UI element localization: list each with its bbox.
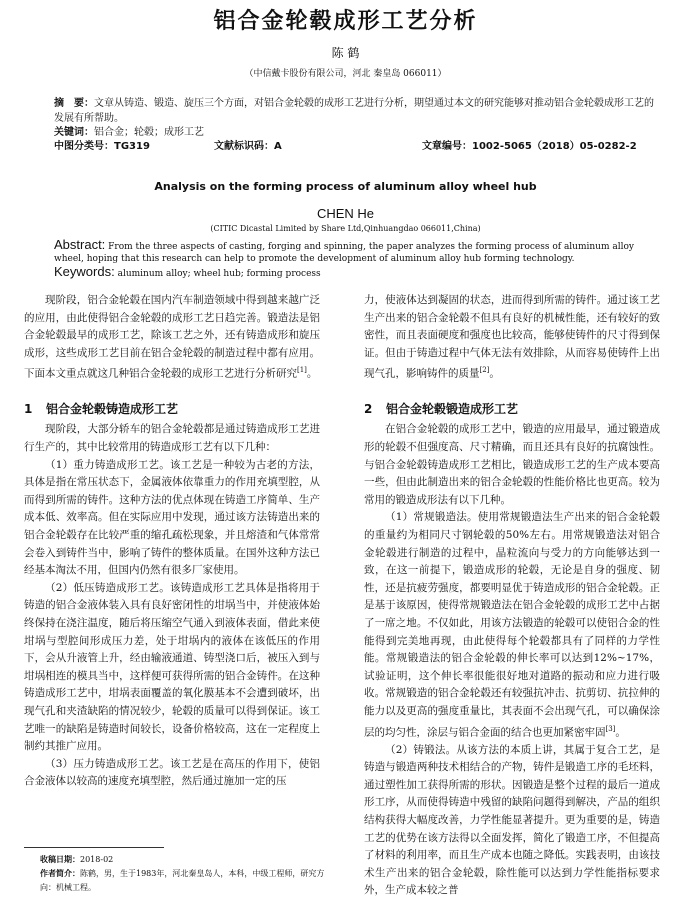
- section-2-paragraph: （2）铸锻法。从该方法的本质上讲，其属于复合工艺，是铸造与锻造两种技术相结合的产物，铸件是锻造工序的毛坯料，通过塑性加工获得所需的形状。因锻造是整个过程的最后一道成形工序，从而使得铸造中残留的缺陷问题得到解决，产品的组织结构获得大幅度改善，力学性能显著提升。更为重要的是，铸造工艺的优势在该方法得以全面发挥，简化了锻造工序，不但提高了材料的利用率，而且生产成本也随之降低。实践表明，由该技术生产出来的铝合金轮毂，除性能可以达到力学性能指标要求外，生产成本较之普: [364, 743, 660, 897]
- keywords-cn-label: 关键词：: [54, 127, 94, 138]
- citation-ref: [3]: [605, 724, 616, 733]
- section-1-paragraph: （1）重力铸造成形工艺。该工艺是一种较为古老的方法，具体是指在常压状态下，金属液体依靠重力的作用充填型腔，从而得到所需的铸件。这种方法的优点体现在铸造工序简单、生产成本低、效率高。但在实际应用中发现，通过该方法铸造出来的铝合金轮毂存在比较严重的缩孔疏松现象，并且熔渣和气体常常会卷入到铸件当中，影响了铸件的整体质量。在国外这种方法已经基本淘汰不用，但国内仍然有很多厂家使用。: [24, 458, 320, 577]
- footnote-rule: [24, 847, 164, 848]
- abstract-cn-label: 摘 要：: [54, 98, 94, 109]
- english-keywords-label: Keywords:: [54, 264, 115, 279]
- section-2-paragraph: 在铝合金轮毂的成形工艺中，锻造的应用最早，通过锻造成形的轮毂不但强度高、尺寸精确，而且还具有良好的抗腐蚀性。与铝合金轮毂铸造成形工艺相比，锻造成形工艺的生产成本要高一些，但由此制造出来的铝合金轮毂的性能价格比也更高。较为常用的锻造成形法有以下几种。: [364, 423, 660, 506]
- clc-number: 中图分类号：TG319: [54, 141, 150, 152]
- citation-ref: [1]: [297, 366, 307, 375]
- received-date: 收稿日期：2018-02: [40, 855, 114, 864]
- section-1-paragraph: 现阶段，大部分轿车的铝合金轮毂都是通过铸造成形工艺进行生产的，其中比较常用的铸造成形工艺有以下几种：: [24, 423, 320, 454]
- english-keywords-text: aluminum alloy; wheel hub; forming process: [117, 269, 321, 279]
- classification-line: [54, 140, 654, 154]
- right-column: [364, 292, 660, 900]
- english-abstract: [54, 239, 654, 265]
- paper-title: 铝合金轮毂成形工艺分析: [213, 9, 478, 34]
- english-keywords: [54, 265, 321, 281]
- document-code: 文献标识码：A: [214, 141, 282, 152]
- article-number: 文章编号：1002-5065（2018）05-0282-2: [422, 141, 637, 152]
- keywords-cn-text: 铝合金；轮毂；成形工艺: [94, 127, 204, 138]
- footnote: [40, 853, 330, 895]
- citation-ref: [2]: [479, 366, 490, 375]
- author-affiliation: （中信戴卡股份有限公司，河北 秦皇岛 066011）: [244, 69, 447, 79]
- section-2-heading: 2 铝合金轮毂锻造成形工艺: [364, 402, 519, 417]
- section-1-heading: 1 铝合金轮毂铸造成形工艺: [24, 402, 179, 417]
- keywords-cn: [54, 126, 204, 140]
- english-affiliation: (CITIC Dicastal Limited by Share Ltd,Qinhuangdao 066011,China): [210, 224, 481, 233]
- section-1-paragraph: （2）低压铸造成形工艺。该铸造成形工艺具体是指将用于铸造的铝合金液体装入具有良好密闭性的坩埚当中，并使液体始终保持在浇注温度，随后将压缩空气通入到液体表面，借此来使坩埚与型腔间形成压力差，处于坩埚内的液体在该低压的作用下，会从升液管上升，经由输液通道、铸型浇口后，被压入到与坩埚相连的模具当中，这样便可获得所需的铝合金铸件。在这种铸造成形工艺中，坩埚表面覆盖的氧化膜基本不会遭到破坏，出现气孔和夹渣缺陷的情况较少，轮毂的质量可以得到保证。该工艺唯一的缺陷是铸造时间较长，设备价格较高，这在一定程度上制约其推广应用。: [24, 581, 320, 753]
- intro-paragraph: 现阶段，铝合金轮毂在国内汽车制造领域中得到越来越广泛的应用，由此使得铝合金轮毂的成形工艺日趋完善。锻造法是铝合金轮毂最早的成形工艺，除该工艺之外，还有铸造成形和旋压成形，这些成形工艺目前在铝合金轮毂的制造过程中都有应用。下面本文重点就这几种铝合金轮毂的成形工艺进行分析研究[1]。: [24, 294, 320, 380]
- english-abstract-text: From the three aspects of casting, forging and spinning, the paper analyzes the forming process of aluminum alloy wheel, hoping that this research can help to promote the development of aluminum alloy hub forming technology.: [54, 242, 635, 264]
- author-name: 陈 鹤: [331, 46, 360, 60]
- english-author: CHEN He: [316, 206, 375, 221]
- section-1-paragraph: （3）压力铸造成形工艺。该工艺是在高压的作用下，使铝合金液体以较高的速度充填型腔，然后通过施加一定的压: [24, 757, 320, 788]
- english-title: Analysis on the forming process of aluminum alloy wheel hub: [154, 180, 537, 193]
- left-column: [24, 292, 320, 791]
- abstract-cn: [54, 96, 654, 126]
- author-bio: 作者简介：陈鹤，男，生于1983年，河北秦皇岛人，本科，中级工程师，研究方向：机械工程。: [40, 869, 325, 892]
- english-abstract-label: Abstract:: [54, 237, 106, 252]
- continued-paragraph: 力，使液体达到凝固的状态，进而得到所需的铸件。通过该工艺生产出来的铝合金轮毂不但具有良好的机械性能，还有较好的致密性，而且表面硬度和强度也比较高，能够使铸件的尺寸得到保证。但由于铸造过程中气体无法有效排除，从而容易使铸件上出现气孔，影响铸件的质量[2]。: [364, 294, 660, 380]
- section-2-paragraph: （1）常规锻造法。使用常规锻造法生产出来的铝合金轮毂的重量约为相同尺寸钢轮毂的50%左右。用常规锻造法对铝合金轮毂进行制造的过程中，晶粒流向与受力的方向能够达到一致，在这一前提下，锻造成形的轮毂，无论是自身的强度、韧性，还是抗疲劳强度，都要明显优于铸造成形的铝合金轮毂。正是基于该原因，使得常规锻造法在铝合金轮毂的成形工艺中占据了一席之地。不仅如此，用该方法锻造的轮毂可以使铝合金的性能得到完美地再现，由此使得每个轮毂都具有了同样的力学性能。常规锻造法的铝合金轮毂的伸长率可以达到12%~17%，试验证明，这个伸长率很能很好地对道路的振动和应力进行吸收。常规锻造的铝合金轮毂还有较强抗冲击、抗剪切、抗拉伸的能力以及更高的强度重量比，其表面不会出现气孔，可以确保涂层的均匀性，涂层与铝合金面的结合也更加紧密牢固[3]。: [364, 511, 660, 739]
- abstract-cn-text: 文章从铸造、锻造、旋压三个方面，对铝合金轮毂的成形工艺进行分析，期望通过本文的研究能够对推动铝合金轮毂成形工艺的发展有所帮助。: [54, 98, 654, 124]
